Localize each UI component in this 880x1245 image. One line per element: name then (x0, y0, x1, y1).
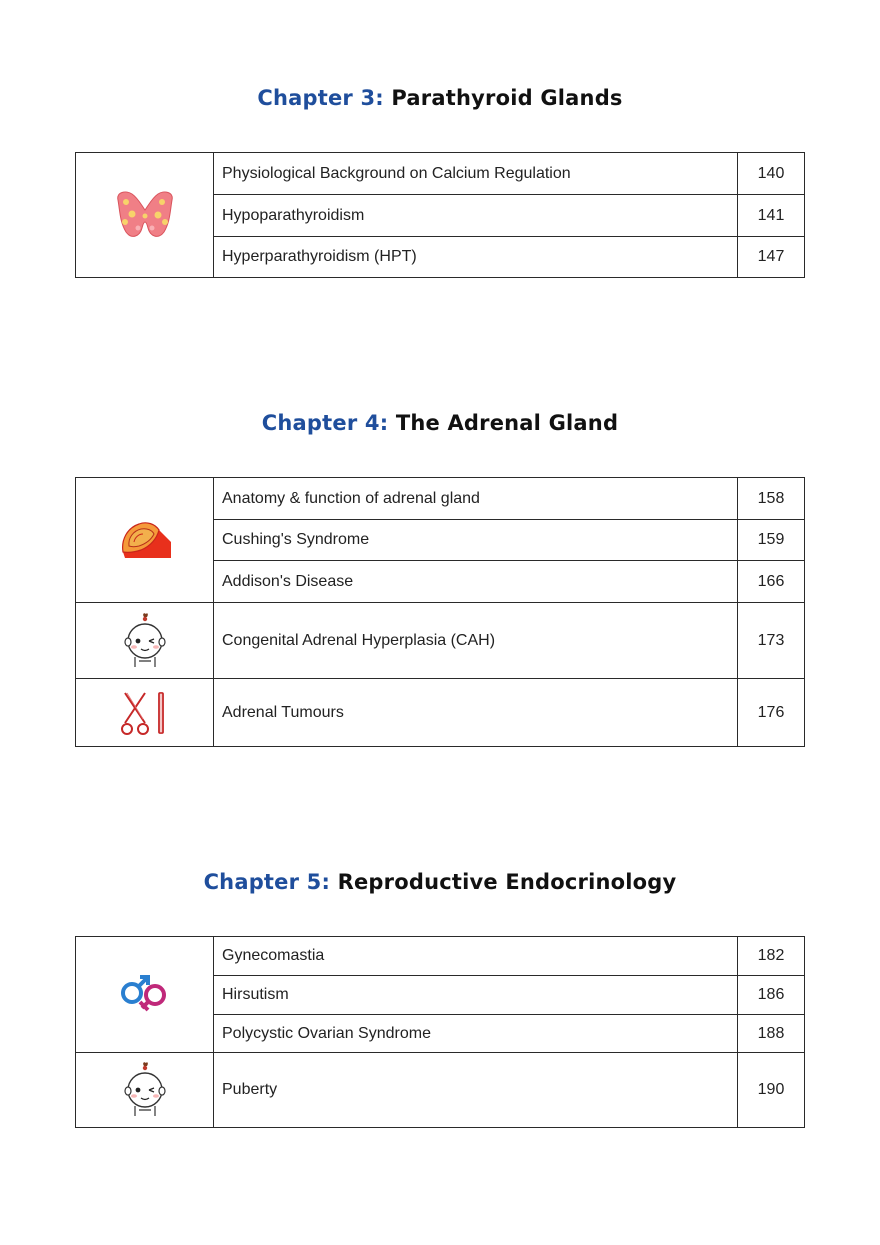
adrenal-gland-icon (115, 516, 175, 564)
toc-page-number[interactable]: 188 (738, 1015, 805, 1053)
toc-page-number[interactable]: 141 (738, 195, 805, 237)
toc-topic[interactable]: Congenital Adrenal Hyperplasia (CAH) (214, 603, 738, 679)
chapter-title: Parathyroid Glands (391, 86, 623, 110)
chapter-4-toc-table (75, 477, 805, 747)
toc-page-number[interactable]: 173 (738, 603, 805, 679)
chapter-5-toc-table (75, 936, 805, 1128)
table-row (76, 1053, 805, 1128)
toc-topic[interactable]: Polycystic Ovarian Syndrome (214, 1015, 738, 1053)
toc-page-number[interactable]: 140 (738, 153, 805, 195)
chapter-3-toc-table (75, 152, 805, 278)
table-row (76, 603, 805, 679)
chapter-title: Reproductive Endocrinology (337, 870, 677, 894)
icon-cell (76, 679, 214, 747)
icon-cell (76, 1053, 214, 1128)
table-row (76, 679, 805, 747)
toc-page-number[interactable]: 147 (738, 237, 805, 278)
table-row (76, 153, 805, 195)
toc-page-number[interactable]: 186 (738, 976, 805, 1015)
toc-topic[interactable]: Hirsutism (214, 976, 738, 1015)
table-row (76, 937, 805, 976)
toc-topic[interactable]: Anatomy & function of adrenal gland (214, 478, 738, 520)
chapter-5-heading (0, 870, 880, 894)
icon-cell (76, 478, 214, 603)
toc-page-number[interactable]: 190 (738, 1053, 805, 1128)
toc-topic[interactable]: Cushing's Syndrome (214, 520, 738, 561)
toc-topic[interactable]: Adrenal Tumours (214, 679, 738, 747)
icon-cell (76, 937, 214, 1053)
chapter-4-heading (0, 411, 880, 435)
toc-page-number[interactable]: 182 (738, 937, 805, 976)
toc-topic[interactable]: Physiological Background on Calcium Regulation (214, 153, 738, 195)
baby-face-icon (121, 1060, 169, 1120)
toc-topic[interactable]: Gynecomastia (214, 937, 738, 976)
toc-page-number[interactable]: 166 (738, 561, 805, 603)
baby-face-icon (121, 611, 169, 671)
table-row (76, 478, 805, 520)
toc-page-number[interactable]: 158 (738, 478, 805, 520)
toc-topic[interactable]: Puberty (214, 1053, 738, 1128)
toc-page-number[interactable]: 159 (738, 520, 805, 561)
surgical-instruments-icon (119, 689, 171, 737)
toc-topic[interactable]: Addison's Disease (214, 561, 738, 603)
chapter-3-heading (0, 86, 880, 110)
toc-page-number[interactable]: 176 (738, 679, 805, 747)
toc-topic[interactable]: Hypoparathyroidism (214, 195, 738, 237)
gender-symbols-icon (115, 969, 175, 1021)
icon-cell (76, 153, 214, 278)
toc-topic[interactable]: Hyperparathyroidism (HPT) (214, 237, 738, 278)
thyroid-gland-icon (112, 188, 178, 242)
chapter-number: Chapter 3: (257, 86, 384, 110)
chapter-number: Chapter 5: (203, 870, 331, 894)
chapter-title: The Adrenal Gland (395, 411, 619, 435)
icon-cell (76, 603, 214, 679)
chapter-number: Chapter 4: (261, 411, 389, 435)
